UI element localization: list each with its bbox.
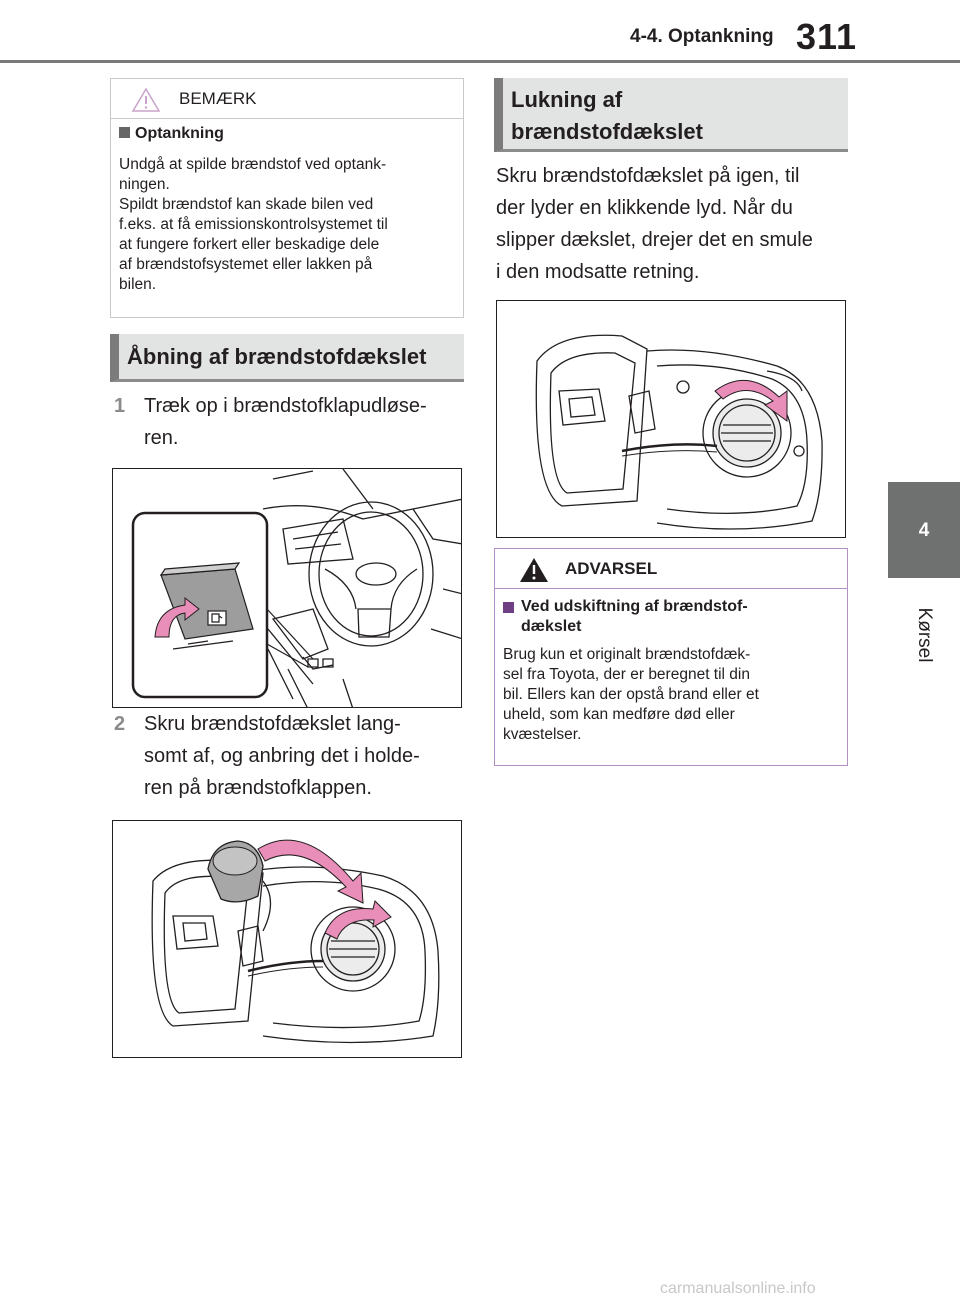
fuel-cap-closed-illustration: [497, 301, 846, 538]
chapter-label: [884, 590, 960, 680]
note-header: [111, 79, 463, 119]
dashboard-illustration: [113, 469, 462, 708]
step-text: Træk op i brændstofklapudløse- ren.: [144, 395, 427, 449]
illustration-cap-removal: [112, 820, 462, 1058]
note-label: BEMÆRK: [179, 89, 257, 108]
watermark: carmanualsonline.info: [660, 1280, 816, 1297]
caution-outline-icon: [131, 87, 161, 113]
step-1: [114, 390, 464, 460]
step-2: [114, 708, 464, 808]
bullet-square-icon: [503, 602, 514, 613]
section-heading-text: Åbning af brændstofdækslet: [127, 344, 427, 369]
warning-box: ADVARSEL Ved udskiftning af brændstof- dækslet Brug kun et originalt brændstofdæk- sel fra Toyota, der er beregnet til din bil. Ellers kan der opstå brand eller et uheld, som kan medføre død eller kvæstelser.: [494, 548, 848, 766]
header-rule: [0, 60, 960, 63]
arrow-pink-icon: [258, 840, 363, 903]
warning-label: ADVARSEL: [565, 559, 658, 578]
section-heading-text: Lukning af brændstofdækslet: [511, 87, 703, 144]
note-body: Undgå at spilde brændstof ved optank- ningen. Spildt brændstof kan skade bilen ved f.eks. at få emissionskontrolsystemet til at fungere forkert eller beskadige dele af brændstofsystemet eller lakken på bilen.: [119, 156, 388, 293]
illustration-fuel-release-lever: [112, 468, 462, 708]
step-number: 2: [114, 713, 126, 735]
fuel-cap-open-illustration: [113, 821, 462, 1058]
step-number: 1: [114, 395, 126, 417]
chapter-number: 4: [918, 520, 930, 541]
closing-instructions: Skru brændstofdækslet på igen, til der lyder en klikkende lyd. Når du slipper dækslet, drejer det en smule i den modsatte retning.: [496, 165, 813, 283]
section-heading-close: [494, 78, 848, 152]
note-box: [110, 78, 464, 318]
section-heading-open: [110, 334, 464, 382]
page-number: 311: [796, 16, 858, 57]
step-text: Skru brændstofdækslet lang- somt af, og anbring det i holde- ren på brændstofklappen.: [144, 713, 420, 799]
note-subheading: Optankning: [119, 125, 224, 143]
chapter-name: Kørsel: [914, 607, 935, 663]
warning-triangle-icon: [519, 557, 549, 583]
illustration-cap-closing: [496, 300, 846, 538]
warning-header: [495, 549, 847, 589]
chapter-tab: [888, 482, 960, 578]
bullet-square-icon: [119, 127, 130, 138]
section-title: 4-4. Optankning: [630, 26, 774, 47]
warning-body: Brug kun et originalt brændstofdæk- sel fra Toyota, der er beregnet til din bil. Ellers kan der opstå brand eller et uheld, som kan medføre død eller kvæstelser.: [503, 646, 759, 743]
